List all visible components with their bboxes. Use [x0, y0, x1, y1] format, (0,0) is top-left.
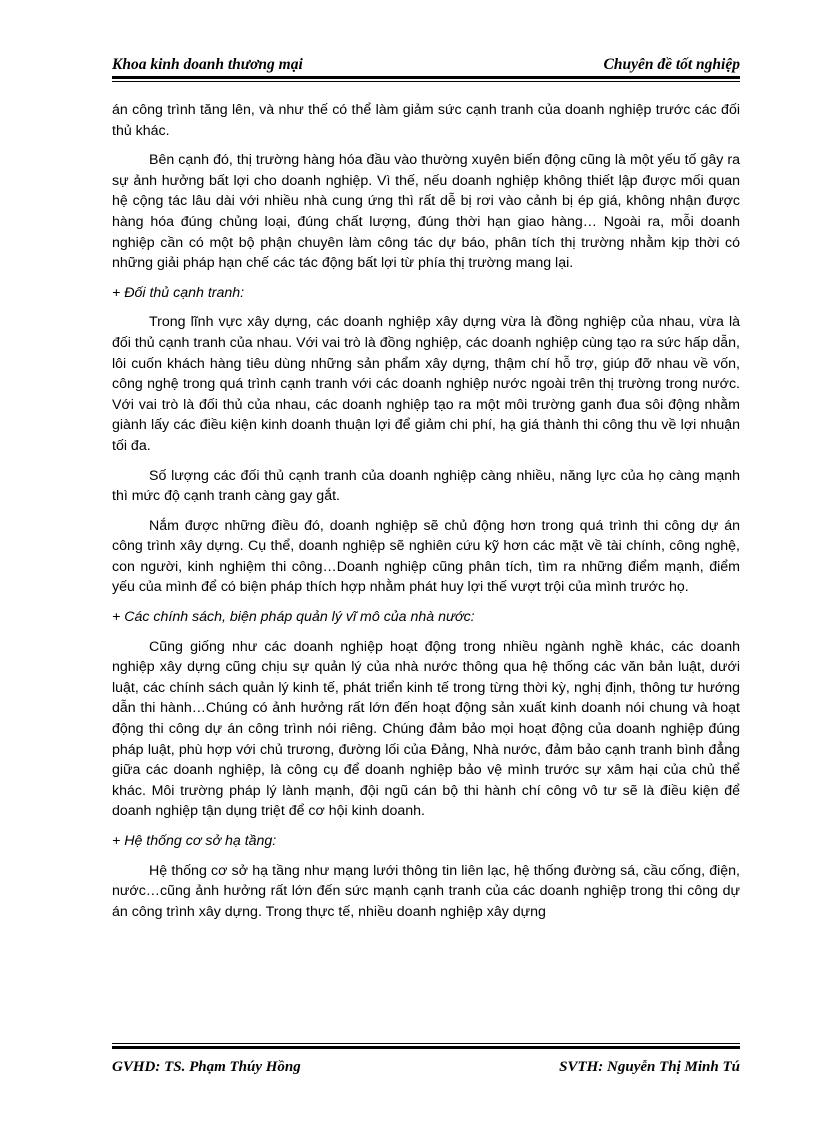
paragraph: Số lượng các đối thủ cạnh tranh của doanh nghiệp càng nhiều, năng lực của họ càng mạnh thì mức độ cạnh tranh càng gay gắt. [112, 467, 740, 505]
header-report-type: Chuyên đề tốt nghiệp [603, 56, 740, 73]
paragraph: án công trình tăng lên, và như thế có thể làm giảm sức cạnh tranh của doanh nghiệp trước các đối thủ khác. [112, 102, 740, 139]
header-rule-thin [112, 81, 740, 82]
footer-student: SVTH: Nguyễn Thị Minh Tú [559, 1059, 740, 1075]
page-header [112, 52, 740, 74]
footer-rule-thick [112, 1046, 740, 1049]
paragraph: Trong lĩnh vực xây dựng, các doanh nghiệp xây dựng vừa là đồng nghiệp của nhau, vừa là đối thủ cạnh tranh của nhau. Với vai trò là đồng nghiệp, các doanh nghiệp cùng tạo ra sức hấp dẫn, lôi cuốn khách hàng tiêu dùng những sản phẩm xây dựng, thậm chí hỗ trợ, giúp đỡ nhau về vốn, công nghệ trong quá trình cạnh tranh với các doanh nghiệp nước ngoài trên thị trường trong nước. Với vai trò là đối thủ của nhau, các doanh nghiệp tạo ra một môi trường ganh đua sôi động nhằm giành lấy các điều kiện kinh doanh thuận lợi để giảm chi phí, hạ giá thành thi công thu về lợi nhuận tối đa. [112, 314, 740, 454]
header-faculty: Khoa kinh doanh thương mại [112, 56, 303, 73]
footer-supervisor: GVHD: TS. Phạm Thúy Hồng [112, 1059, 301, 1075]
section-heading: + Hệ thống cơ sở hạ tầng: [112, 833, 277, 849]
section-heading: + Đối thủ cạnh tranh: [112, 284, 245, 301]
paragraph: Cũng giống như các doanh nghiệp hoạt động trong nhiều ngành nghề khác, các doanh nghiệp xây dựng cũng chịu sự quản lý của nhà nước thông qua hệ thống các văn bản luật, dưới luật, các chính sách quản lý kinh tế, phát triển kinh tế trong từng thời kỳ, nghị định, thông tư hướng dẫn thi hành…Chúng có ảnh hưởng rất lớn đến hoạt động sản xuất kinh doanh nói chung và hoạt động thi công dự án công trình nói riêng. Chúng đảm bảo mọi hoạt động của doanh nghiệp đúng pháp luật, phù hợp với chủ trương, đường lối của Đảng, Nhà nước, đảm bảo cạnh tranh bình đẳng giữa các doanh nghiệp, là công cụ để doanh nghiệp bảo vệ mình trước sự xâm hại của chủ thể khác. Môi trường pháp lý lành mạnh, đội ngũ cán bộ thi hành chí công vô tư sẽ là điều kiện để doanh nghiệp tận dụng triệt để cơ hội kinh doanh. [112, 638, 740, 820]
paragraph: Nắm được những điều đó, doanh nghiệp sẽ chủ động hơn trong quá trình thi công dự án công trình xây dựng. Cụ thể, doanh nghiệp sẽ nghiên cứu kỹ hơn các mặt về tài chính, công nghệ, con người, kinh nghiệm thi công…Doanh nghiệp cũng phân tích, tìm ra những điểm mạnh, điểm yếu của mình để có biện pháp thích hợp nhằm phát huy lợi thế vượt trội của mình trước họ. [112, 517, 740, 596]
page-footer [112, 1054, 740, 1076]
footer-rule-thin [112, 1043, 740, 1044]
paragraph: Bên cạnh đó, thị trường hàng hóa đầu vào thường xuyên biến động cũng là một yếu tố gây ra sự ảnh hưởng bất lợi cho doanh nghiệp. Vì thế, nếu doanh nghiệp không thiết lập được mối quan hệ cộng tác lâu dài với nhiều nhà cung ứng thì rất dễ bị rơi vào cảnh bị ép giá, không nhận được hàng hóa đúng chủng loại, đúng chất lượng, đúng thời hạn giao hàng… Ngoài ra, mỗi doanh nghiệp cần có một bộ phận chuyên làm công tác dự báo, phân tích thị trường nhằm kịp thời có những giải pháp hạn chế các tác động bất lợi từ phía thị trường mang lại. [112, 152, 740, 272]
paragraph: Hệ thống cơ sở hạ tầng như mạng lưới thông tin liên lạc, hệ thống đường sá, cầu cống, điện, nước…cũng ảnh hưởng rất lớn đến sức mạnh cạnh tranh của các doanh nghiệp trong thi công dự án công trình xây dựng. Trong thực tế, nhiều doanh nghiệp xây dựng [112, 862, 740, 920]
header-rule-thick [112, 76, 740, 79]
section-heading: + Các chính sách, biện pháp quản lý vĩ mô của nhà nước: [112, 609, 475, 626]
body-text [112, 100, 740, 931]
